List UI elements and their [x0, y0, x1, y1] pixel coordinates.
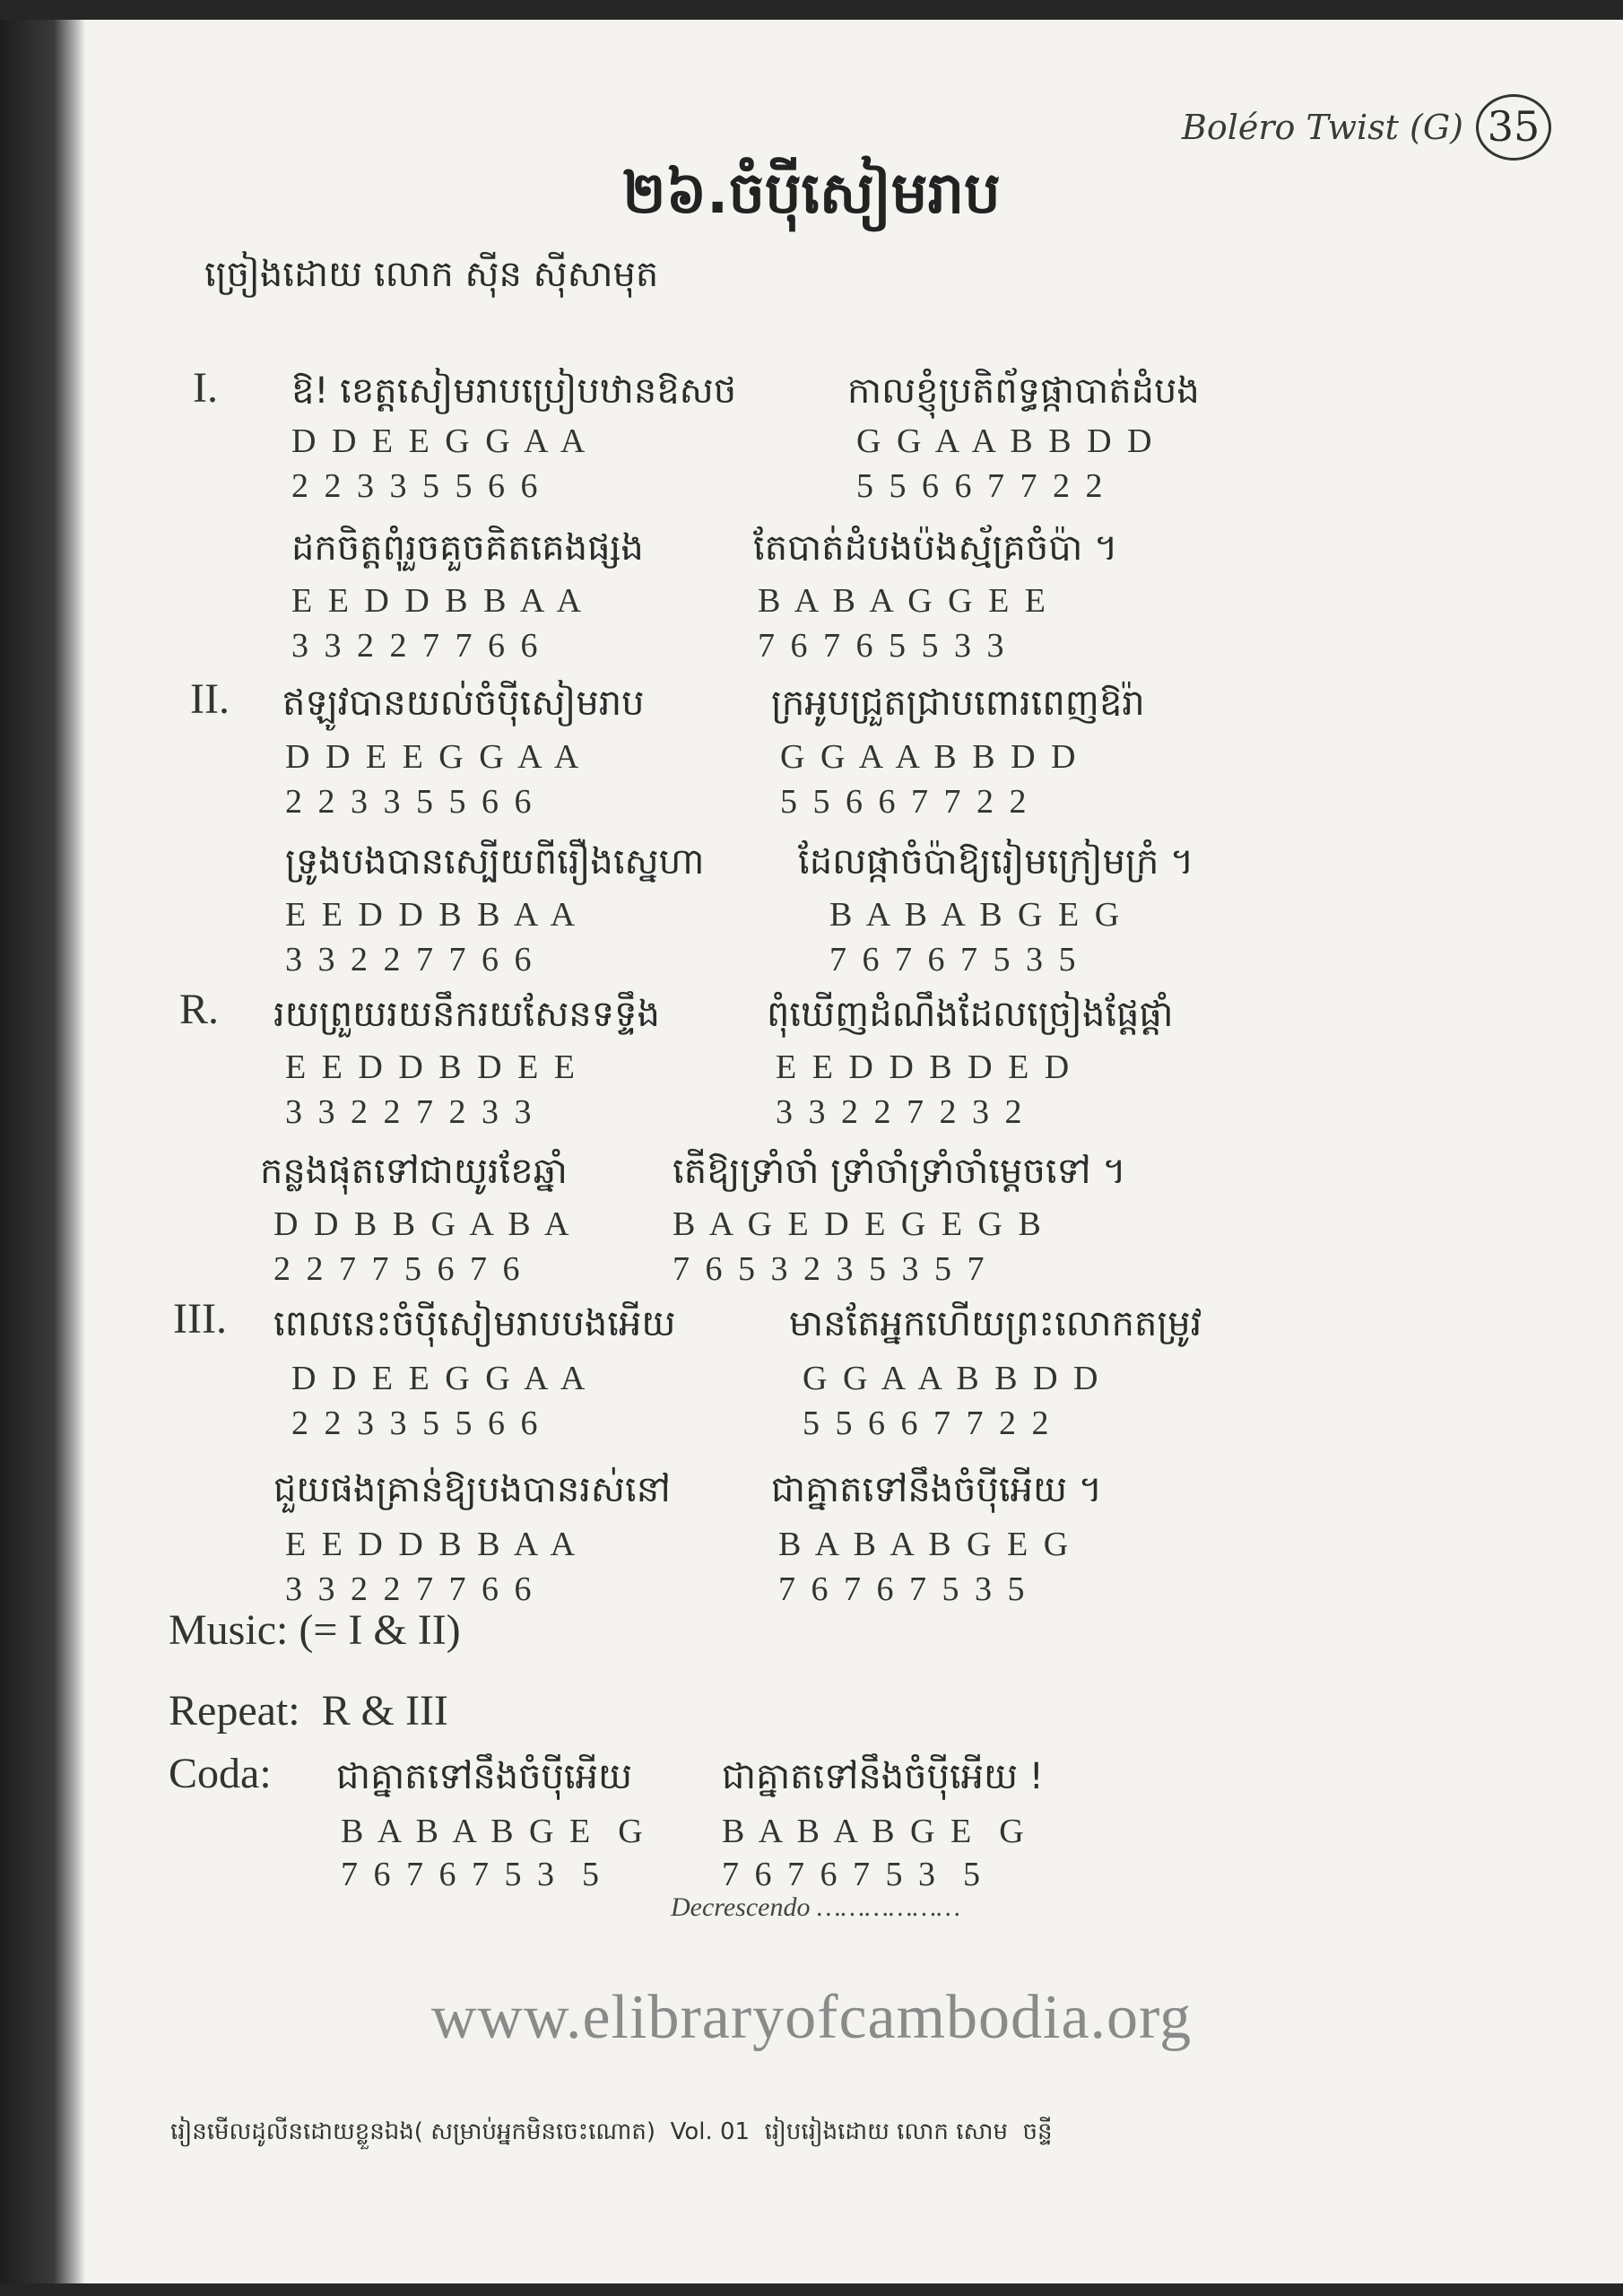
note-numbers: 2 2 3 3 5 5 6 6 — [291, 1405, 542, 1442]
note-letters: B A G E D E G E G B — [673, 1205, 1045, 1243]
note-letters: G G A A B B D D — [856, 422, 1156, 460]
note-numbers: 7 6 7 6 7 5 3 5 — [722, 1856, 984, 1893]
note-letters: E E D D B B A A — [285, 896, 579, 934]
lyric-line: ជួយផងគ្រាន់ឱ្យបងបានរស់នៅ — [273, 1469, 671, 1510]
lyric-line: ក្រអូបជ្រួតជ្រាបពោរពេញឱរ៉ា — [771, 683, 1145, 724]
note-numbers: 5 5 6 6 7 7 2 2 — [803, 1405, 1053, 1442]
note-numbers: 2 2 3 3 5 5 6 6 — [291, 467, 542, 505]
lyric-line: កន្លងផុតទៅជាយូរខែឆ្នាំ — [260, 1151, 568, 1192]
note-letters: B A B A B G E G — [778, 1526, 1072, 1563]
lyric-line: ឥឡូវបានយល់ចំប៉ីសៀមរាប — [282, 683, 645, 724]
note-letters: G G A A B B D D — [780, 738, 1080, 776]
note-numbers: 5 5 6 6 7 7 2 2 — [780, 783, 1030, 821]
note-numbers: 7 6 7 6 7 5 3 5 — [341, 1856, 603, 1893]
music-instruction: Music: (= I & II) — [169, 1606, 461, 1654]
note-letters: E E D D B B A A — [291, 582, 586, 620]
section-label-refrain: R. — [179, 986, 220, 1033]
note-letters: B A B A B G E G — [341, 1813, 647, 1850]
lyric-line: ពុំឃើញដំណឹងដែលច្រៀងផ្ដែផ្ដាំ — [767, 994, 1174, 1035]
lyric-line: ដែលផ្កាចំប៉ាឱ្យរៀមក្រៀមក្រំ ។ — [798, 841, 1194, 883]
section-label-iii: III. — [173, 1295, 227, 1343]
book-footer: រៀនមើលដូលីនដោយខ្លួនឯង( សម្រាប់អ្នកមិនចេះណោត) Vol. 01 រៀបរៀងដោយ លោក សោម ចន្ទី — [170, 2118, 1053, 2145]
note-numbers: 7 6 7 6 7 5 3 5 — [778, 1570, 1028, 1608]
note-letters: D D E E G G A A — [285, 738, 583, 776]
note-numbers: 3 3 2 2 7 2 3 2 — [776, 1093, 1026, 1131]
page-header — [1182, 94, 1551, 161]
lyric-line: កាលខ្ញុំប្រតិព័ទ្ធផ្កាបាត់ដំបង — [847, 370, 1200, 412]
song-credit: ច្រៀងដោយ លោក ស៊ីន ស៊ីសាមុត — [204, 254, 659, 295]
note-letters: E E D D B B A A — [285, 1526, 579, 1563]
scan-top-edge — [0, 0, 1623, 20]
note-letters: B A B A G G E E — [758, 582, 1049, 620]
note-numbers: 3 3 2 2 7 7 6 6 — [285, 941, 535, 978]
note-letters: E E D D B D E E — [285, 1048, 579, 1086]
note-numbers: 2 2 3 3 5 5 6 6 — [285, 783, 535, 821]
lyric-line: តើឱ្យទ្រាំចាំ ទ្រាំចាំទ្រាំចាំម្ដេចទៅ ។ — [673, 1151, 1126, 1192]
note-letters: D D B B G A B A — [273, 1205, 573, 1243]
decrescendo-marking: Decrescendo ……………… — [671, 1892, 961, 1922]
song-title: ២៦.ចំប៉ីសៀមរាប — [622, 161, 1001, 227]
website-watermark: www.elibraryofcambodia.org — [430, 1983, 1193, 2052]
lyric-line: ដកចិត្តពុំរួចគួចគិតគេងផ្សង — [291, 527, 644, 569]
repeat-instruction: Repeat: R & III — [169, 1687, 448, 1735]
lyric-line: ទ្រូងបងបានស្បើយពីរឿងស្នេហា — [285, 841, 705, 883]
note-letters: B A B A B G E G — [722, 1813, 1028, 1850]
section-label-ii: II. — [190, 675, 230, 723]
section-label-i: I. — [193, 364, 218, 412]
rhythm-key-label: Boléro Twist (G) — [1181, 108, 1463, 147]
lyric-line: មានតែអ្នកហើយព្រះលោកតម្រូវ — [789, 1303, 1202, 1344]
coda-label: Coda: — [169, 1750, 272, 1797]
note-letters: D D E E G G A A — [291, 422, 589, 460]
note-letters: D D E E G G A A — [291, 1360, 589, 1397]
note-letters: B A B A B G E G — [829, 896, 1124, 934]
lyric-line: តែបាត់ដំបងប៉ងស្ម័គ្រចំប៉ា ។ — [753, 527, 1118, 569]
note-numbers: 7 6 5 3 2 3 5 3 5 7 — [673, 1250, 988, 1288]
note-numbers: 3 3 2 2 7 2 3 3 — [285, 1093, 535, 1131]
note-numbers: 7 6 7 6 7 5 3 5 — [829, 941, 1080, 978]
book-binding-shadow — [0, 0, 85, 2296]
coda-lyric: ជាគ្នាតទៅនឹងចំប៉ីអើយ ! — [722, 1756, 1044, 1797]
coda-lyric: ជាគ្នាតទៅនឹងចំប៉ីអើយ — [336, 1756, 633, 1797]
note-numbers: 3 3 2 2 7 7 6 6 — [291, 627, 542, 665]
lyric-line: រយព្រួយរយនឹករយសែនទទ្ទឹង — [273, 994, 660, 1035]
note-numbers: 3 3 2 2 7 7 6 6 — [285, 1570, 535, 1608]
note-numbers: 5 5 6 6 7 7 2 2 — [856, 467, 1107, 505]
scan-bottom-edge — [0, 2283, 1623, 2296]
note-numbers: 2 2 7 7 5 6 7 6 — [273, 1250, 524, 1288]
note-letters: E E D D B D E D — [776, 1048, 1073, 1086]
page-number-badge: 35 — [1476, 94, 1551, 161]
note-letters: G G A A B B D D — [803, 1360, 1102, 1397]
lyric-line: ពេលនេះចំប៉ីសៀមរាបបងអើយ — [273, 1303, 676, 1344]
note-numbers: 7 6 7 6 5 5 3 3 — [758, 627, 1008, 665]
lyric-line: ជាគ្នាតទៅនឹងចំប៉ីអើយ ។ — [771, 1469, 1103, 1510]
lyric-line: ឱ! ខេត្តសៀមរាបប្រៀបឋានឱសថ — [291, 370, 737, 412]
